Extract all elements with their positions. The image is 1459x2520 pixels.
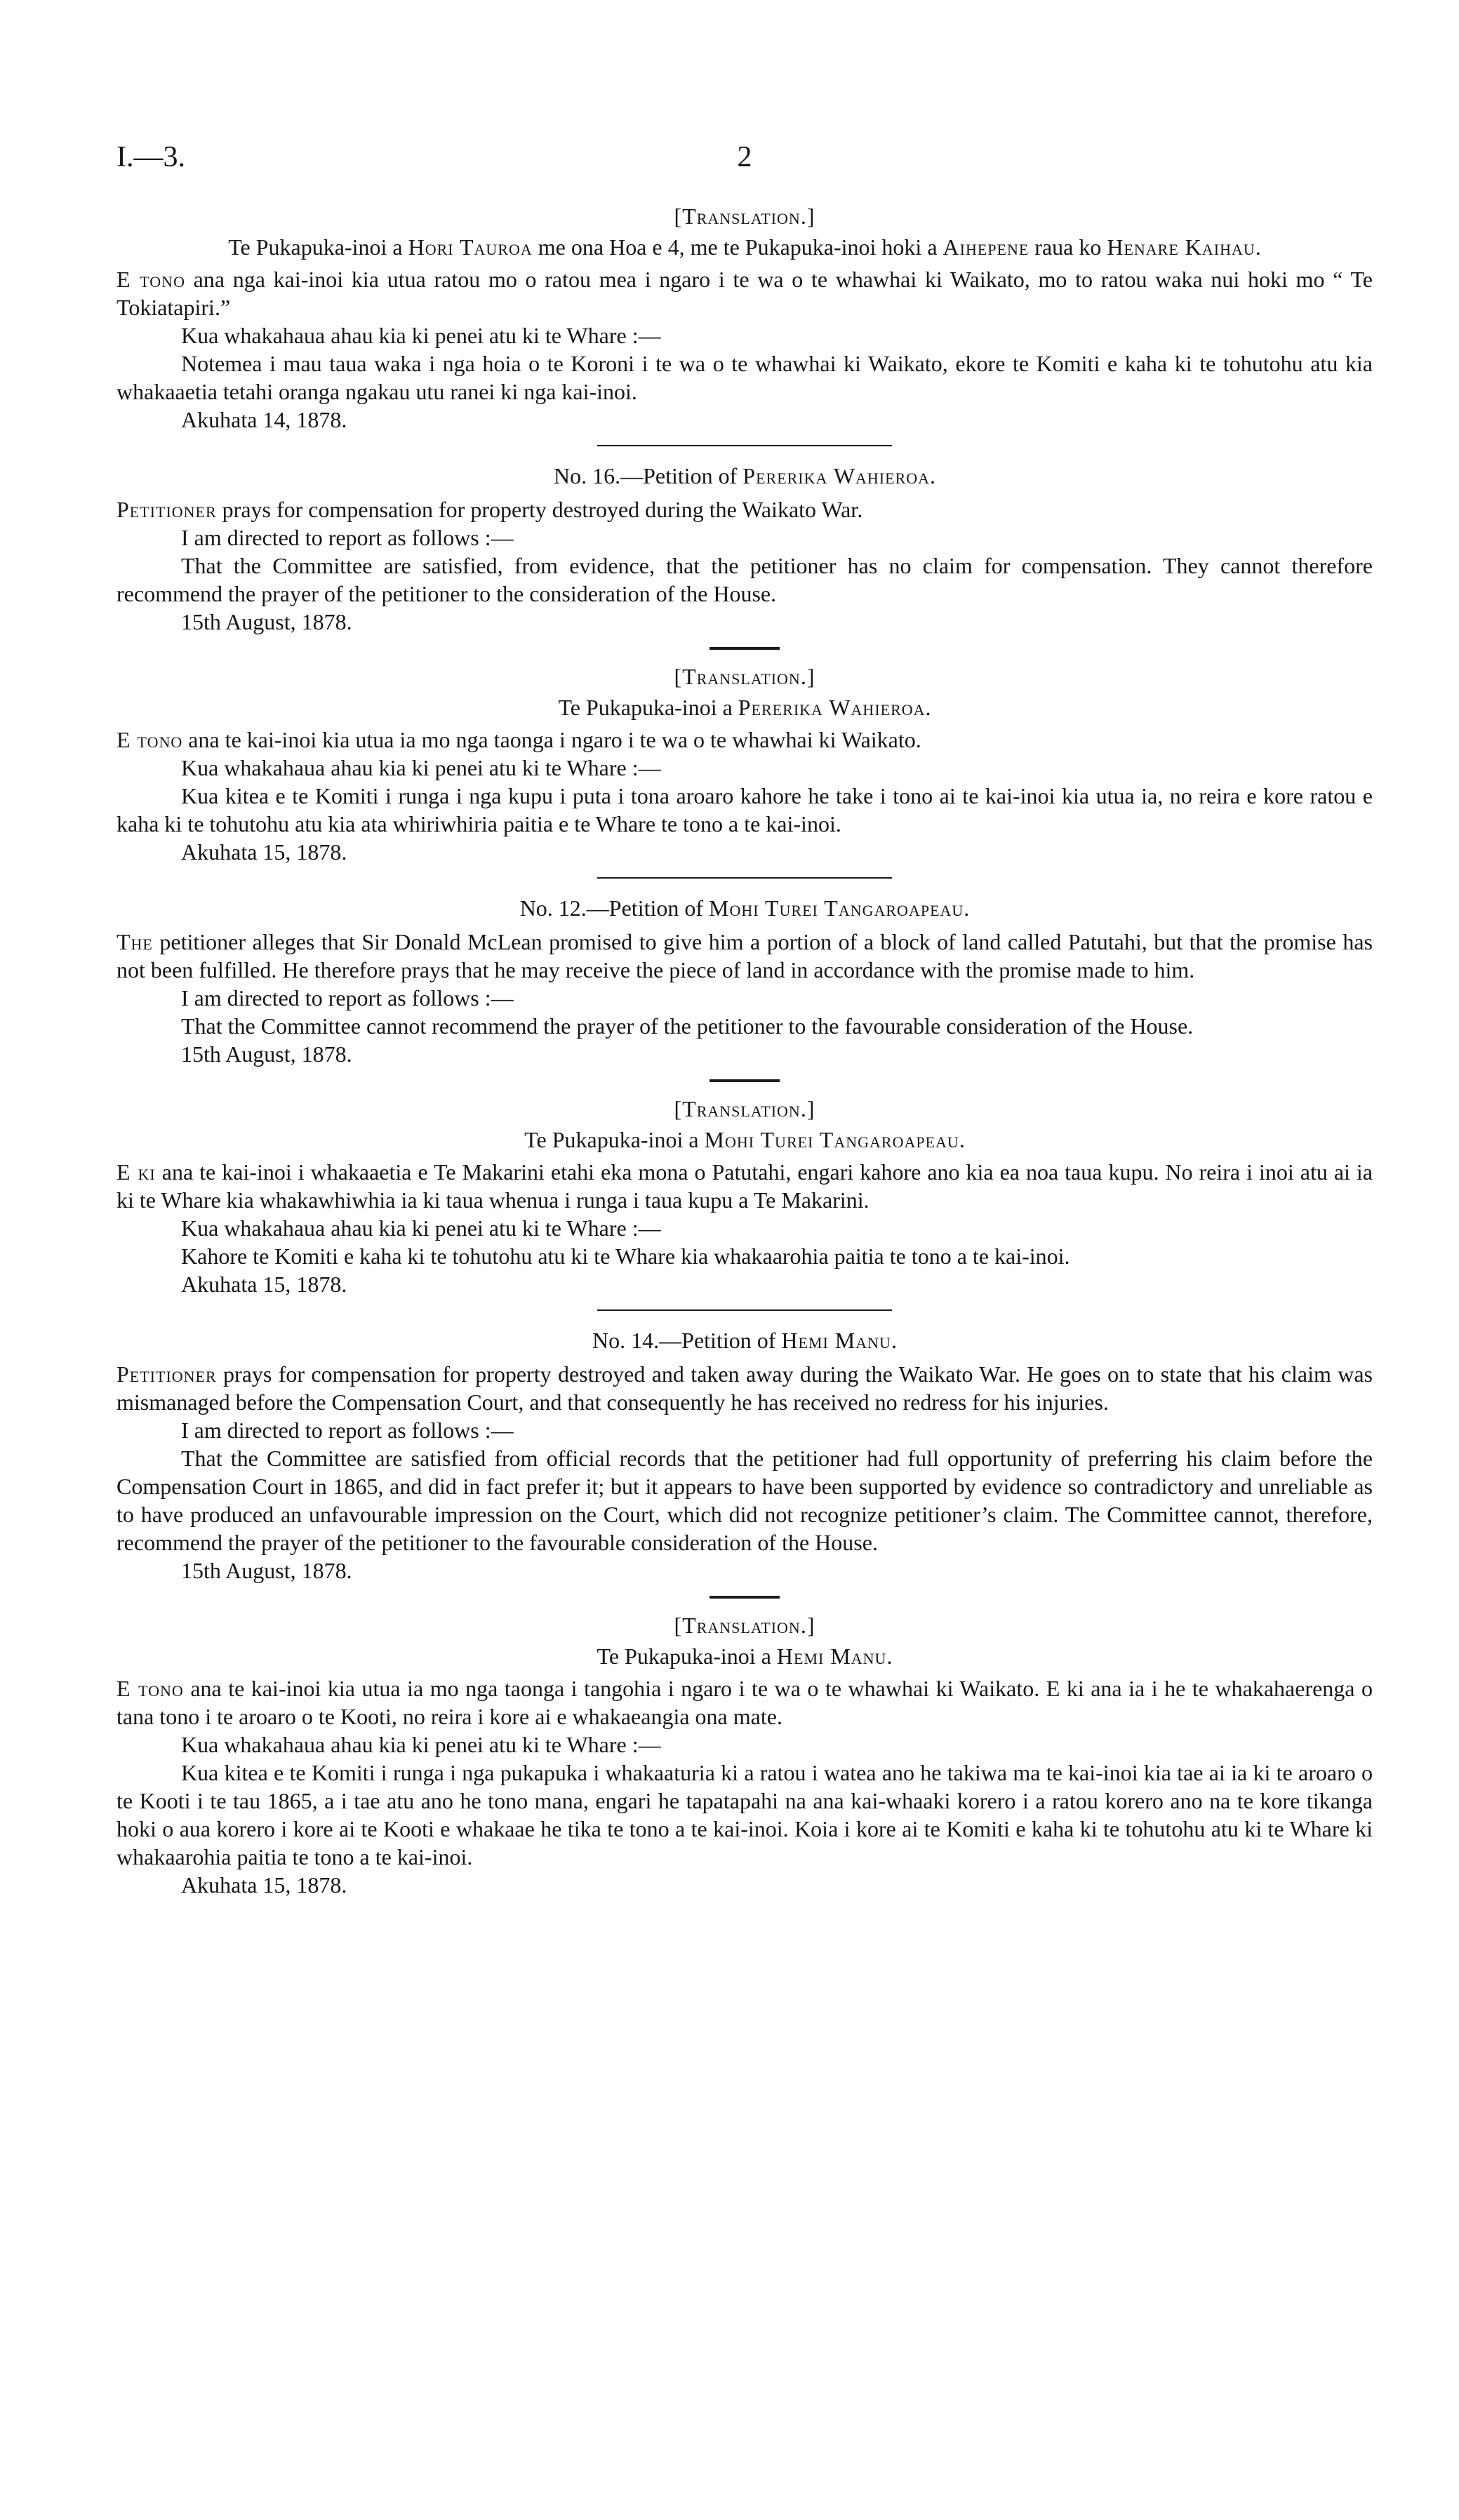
translation-label: [Translation.] (674, 1613, 815, 1638)
petitioner-name: Hemi Manu (776, 1644, 887, 1669)
committee-report: Notemea i mau taua waka i nga hoia o te Koroni i te wa o te whawhai ki Waikato, ekore te Komiti e kaha ki te tohutohu atu kia whakaaetia tetahi oranga ngakau utu ranei ki nga kai-inoi. (116, 351, 1373, 404)
petition-no-12 (116, 894, 1373, 1298)
petitioner-name: Henare Kaihau (1107, 234, 1255, 260)
committee-report: That the Committee are satisfied, from evidence, that the petitioner has no claim for compensation. They cannot therefore recommend the prayer of the petitioner to the consideration of the House. (116, 553, 1373, 606)
translation-title: Te Pukapuka-inoi a Hemi Manu. (597, 1644, 893, 1669)
translation-label: [Translation.] (674, 664, 815, 689)
committee-report: That the Committee cannot recommend the prayer of the petitioner to the favourable consideration of the House. (181, 1013, 1194, 1039)
petitioner-name: Hori Tauroa (408, 234, 533, 260)
page-header (116, 140, 1373, 189)
petitioner-name: Mohi Turei Tangaroapeau (704, 1127, 959, 1152)
translation-divider (709, 647, 780, 650)
petition-heading: No. 12.—Petition of Mohi Turei Tangaroapeau. (519, 895, 970, 921)
translation-divider (709, 1079, 780, 1082)
report-date: Akuhata 14, 1878. (181, 407, 347, 432)
petition-heading: No. 16.—Petition of Pererika Wahieroa. (553, 463, 936, 488)
translation-directed-line: Kua whakahaua ahau kia ki penei atu ki te Whare :— (181, 1732, 661, 1757)
directed-line: I am directed to report as follows :— (181, 1418, 514, 1443)
translation-date: Akuhata 15, 1878. (181, 1272, 347, 1297)
petitioner-name: Hemi Manu (781, 1328, 891, 1353)
petition-summary: The petitioner alleges that Sir Donald McLean promised to give him a portion of a block of land called Patutahi, but that the promise has not been fulfilled. He therefore prays that he may receive the piece of land in accordance with the promise made to him. (116, 929, 1373, 982)
petition-summary: E tono ana nga kai-inoi kia utua ratou mo o ratou mea i ngaro i te wa o te whawhai ki Waikato, mo to ratou waka nui hoki mo “ Te Tokiatapiri.” (116, 267, 1373, 320)
translation-summary: E tono ana te kai-inoi kia utua ia mo nga taonga i ngaro i te wa o te whawhai ki Waikato. (116, 727, 921, 752)
petitioner-name: Pererika Wahieroa (738, 695, 926, 720)
section-divider (597, 877, 892, 879)
petition-no-14 (116, 1326, 1373, 1899)
page-number: 2 (737, 141, 752, 173)
directed-line: Kua whakahaua ahau kia ki penei atu ki te Whare :— (181, 323, 661, 348)
translation-report: Kua kitea e te Komiti i runga i nga kupu i puta i tona aroaro kahore he take i tono ai te kai-inoi kia utua ia, no reira e kore ratou e kaha ki te tohutohu atu kia ata whiriwhiria paitia e te Whare te tono a te kai-inoi. (116, 783, 1373, 836)
petitioner-name: Mohi Turei Tangaroapeau (709, 895, 964, 921)
directed-line: I am directed to report as follows :— (181, 985, 514, 1011)
translation-summary: E tono ana te kai-inoi kia utua ia mo nga taonga i tangohia i ngaro i te wa o te whawhai ki Waikato. E ki ana ia i he te whakahaerenga o tana tono i te aroaro o te Kooti, no reira i kore ai e whakaeangia ona mate. (116, 1676, 1373, 1729)
directed-line: I am directed to report as follows :— (181, 525, 514, 550)
petition-no-16 (116, 462, 1373, 866)
translation-title: Te Pukapuka-inoi a Mohi Turei Tangaroapeau. (524, 1127, 965, 1152)
translation-title: Te Pukapuka-inoi a Pererika Wahieroa. (558, 695, 931, 720)
report-date: 15th August, 1878. (181, 1558, 352, 1583)
translation-summary: E ki ana te kai-inoi i whakaaetia e Te Makarini etahi eka mona o Patutahi, engari kahore ano kia ea noa taua kupu. No reira i inoi atu ai ia ki te Whare kia whakawhiwhia ia ki taua whenua i runga i taua kupu a Te Makarini. (116, 1159, 1373, 1213)
translation-report: Kahore te Komiti e kaha ki te tohutohu atu ki te Whare kia whakaarohia paitia te tono a te kai-inoi. (181, 1244, 1070, 1269)
translation-hori-tauroa (116, 202, 1373, 434)
translation-label: [Translation.] (674, 1096, 815, 1121)
translation-date: Akuhata 15, 1878. (181, 1872, 347, 1898)
committee-report: That the Committee are satisfied from official records that the petitioner had full opportunity of preferring his claim before the Compensation Court in 1865, and did in fact prefer it; but it appears to have been supported by evidence so contradictory and unreliable as to have produced an unfavourable impression on the Court, which did not recognize petitioner’s claim. The Committee cannot, therefore, recommend the prayer of the petitioner to the favourable consideration of the House. (116, 1446, 1373, 1555)
petition-summary: Petitioner prays for compensation for property destroyed during the Waikato War. (116, 497, 863, 522)
translation-directed-line: Kua whakahaua ahau kia ki penei atu ki te Whare :— (181, 1215, 661, 1241)
report-date: 15th August, 1878. (181, 609, 352, 634)
translation-divider (709, 1596, 780, 1599)
document-page (116, 140, 1373, 1899)
translation-date: Akuhata 15, 1878. (181, 839, 347, 865)
section-divider (597, 445, 892, 446)
petition-summary: Petitioner prays for compensation for property destroyed and taken away during the Waikato War. He goes on to state that his claim was mismanaged before the Compensation Court, and that consequently he has received no redress for his injuries. (116, 1361, 1373, 1415)
translation-directed-line: Kua whakahaua ahau kia ki penei atu ki te Whare :— (181, 755, 661, 780)
translation-report: Kua kitea e te Komiti i runga i nga pukapuka i whakaaturia ki a ratou i watea ano he takiwa ma te kai-inoi kia tae ai ia ki te aroaro o te Kooti i te tau 1865, a i tae atu ano he tono mana, engari he tapatapahi na ana kai-whaaki korero i a ratou korero ano na te kore tikanga hoki o aua korero i kore ai te Kooti e whakaae he tika te tono a te kai-inoi. Koia i kore ai te Komiti e kaha ki te tohutohu atu ki te Whare ki whakaarohia paitia te tono a te kai-inoi. (116, 1760, 1373, 1869)
report-date: 15th August, 1878. (181, 1041, 352, 1067)
petitioner-name: Pererika Wahieroa (742, 463, 931, 488)
petitioner-name: Aihepene (942, 234, 1030, 260)
parliamentary-paper-reference: I.—3. (116, 141, 185, 173)
translation-label: [Translation.] (674, 204, 815, 229)
section-divider (597, 1309, 892, 1311)
translation-title: Te Pukapuka-inoi a Hori Tauroa me ona Hoa e 4, me te Pukapuka-inoi hoki a Aihepene raua ko Henare Kaihau. (228, 234, 1261, 260)
petition-heading: No. 14.—Petition of Hemi Manu. (592, 1328, 897, 1353)
